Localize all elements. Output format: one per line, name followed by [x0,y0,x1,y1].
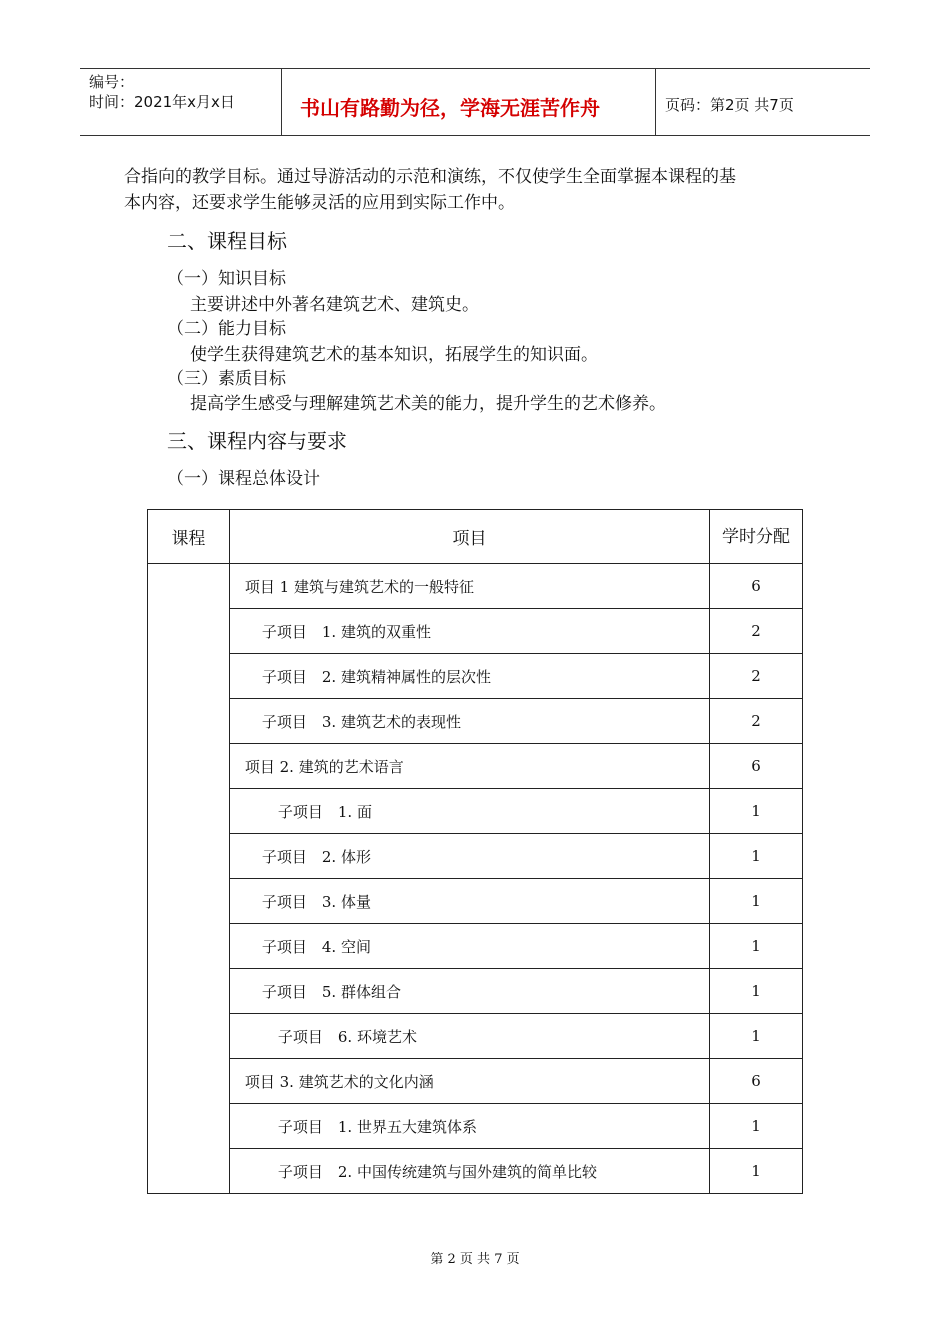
intro-line-1: 合指向的教学目标。通过导游活动的示范和演练，不仅使学生全面掌握本课程的基 [124,167,736,187]
hours-cell: 1 [710,924,803,969]
table-row [148,834,803,879]
header-course: 课程 [148,510,230,564]
table-row [148,879,803,924]
item-cell: 子项目 6. 环境艺术 [229,1014,709,1059]
hours-cell: 1 [710,1104,803,1149]
table-row [148,699,803,744]
hours-cell: 1 [710,789,803,834]
header-divider-left [281,68,282,136]
goal-ability-text: 使学生获得建筑艺术的基本知识，拓展学生的知识面。 [190,345,598,365]
course-design-table [147,509,803,1194]
item-cell: 子项目 2. 中国传统建筑与国外建筑的简单比较 [229,1149,709,1194]
header-top-rule [80,68,870,69]
table-row [148,1104,803,1149]
item-cell: 项目 1 建筑与建筑艺术的一般特征 [229,564,709,609]
hours-cell: 2 [710,609,803,654]
table-row [148,609,803,654]
item-cell: 子项目 2. 体形 [229,834,709,879]
item-cell: 子项目 3. 建筑艺术的表现性 [229,699,709,744]
header-item: 项目 [229,510,709,564]
table-row [148,1059,803,1104]
hours-cell: 6 [710,1059,803,1104]
table-row [148,969,803,1014]
header-bottom-rule [80,135,870,136]
course-cell [148,564,230,1194]
hours-cell: 1 [710,879,803,924]
hours-cell: 2 [710,654,803,699]
header-number-label: 编号： [89,73,135,91]
goal-ability-label: （二）能力目标 [167,319,286,339]
table-row [148,564,803,609]
table-row [148,924,803,969]
item-cell: 子项目 4. 空间 [229,924,709,969]
item-cell: 子项目 1. 建筑的双重性 [229,609,709,654]
table-row [148,744,803,789]
goal-quality-text: 提高学生感受与理解建筑艺术美的能力，提升学生的艺术修养。 [190,394,666,414]
table-row [148,1014,803,1059]
item-cell: 子项目 5. 群体组合 [229,969,709,1014]
hours-cell: 1 [710,969,803,1014]
hours-cell: 6 [710,744,803,789]
page-footer: 第 2 页 共 7 页 [430,1252,520,1267]
intro-line-2: 本内容，还要求学生能够灵活的应用到实际工作中。 [124,193,515,213]
header-time-label: 时间：2021年x月x日 [89,93,235,111]
item-cell: 子项目 1. 面 [229,789,709,834]
goal-knowledge-text: 主要讲述中外著名建筑艺术、建筑史。 [190,295,479,315]
goal-knowledge-label: （一）知识目标 [167,269,286,289]
header-divider-right [655,68,656,136]
hours-cell: 1 [710,1149,803,1194]
goal-quality-label: （三）素质目标 [167,369,286,389]
table-row [148,654,803,699]
section-3-heading: 三、课程内容与要求 [167,429,347,453]
header-hours: 学时分配 [710,510,803,564]
header-motto: 书山有路勤为径，学海无涯苦作舟 [300,96,600,120]
hours-cell: 2 [710,699,803,744]
hours-cell: 6 [710,564,803,609]
section-2-heading: 二、课程目标 [167,229,287,253]
item-cell: 子项目 1. 世界五大建筑体系 [229,1104,709,1149]
table-row [148,789,803,834]
header-page-info: 页码：第2页 共7页 [665,96,794,114]
table-row [148,1149,803,1194]
item-cell: 子项目 2. 建筑精神属性的层次性 [229,654,709,699]
item-cell: 子项目 3. 体量 [229,879,709,924]
section-3-sub-1: （一）课程总体设计 [167,469,320,489]
hours-cell: 1 [710,1014,803,1059]
item-cell: 项目 2. 建筑的艺术语言 [229,744,709,789]
item-cell: 项目 3. 建筑艺术的文化内涵 [229,1059,709,1104]
hours-cell: 1 [710,834,803,879]
table-header-row [148,510,803,564]
